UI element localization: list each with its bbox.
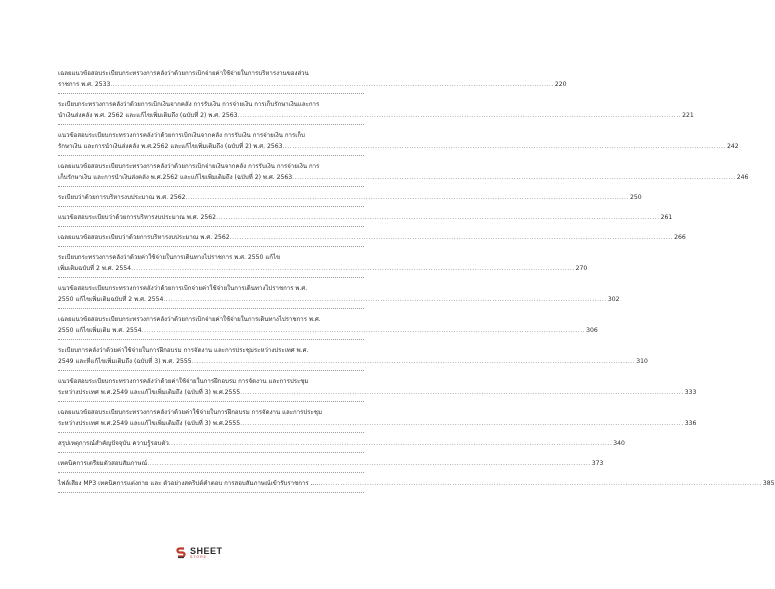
toc-page-number: 220 [554,81,567,88]
toc-leader-dots [147,458,591,469]
table-of-contents [58,66,775,496]
toc-entry-line [58,325,598,336]
toc-entry-text: แนวข้อสอบระเบียบกระทรวงการคลังว่าด้วยค่าใช้จ่ายในการฝึกอบรม การจัดงาน และการประชุม [58,378,309,385]
toc-leader-dots [292,172,736,183]
toc-leader-dots [318,478,762,489]
toc-entry-line [58,172,749,183]
toc-entry-text: ระเบียบกระทรวงการคลังว่าด้วยการเบิกเงินจากคลัง การรับเงิน การจ่ายเงิน การเก็บรักษาเงินและการ [58,101,320,108]
toc-entry-text: 2550 แก้ไขเพิ่มเติมฉบับที่ 2 พ.ศ. 2554 [58,296,164,303]
toc-entry [58,456,604,473]
toc-entry [58,66,567,94]
toc-leader-dots [169,438,613,449]
toc-page-number: 246 [736,174,749,181]
toc-entry-text: แนวข้อสอบระเบียบว่าด้วยการบริหารงบประมาณ พ.ศ. 2562 [58,214,217,221]
toc-entry-line [58,314,364,325]
toc-leader-dots [131,263,575,274]
toc-entry [58,312,598,340]
toc-entry-text: 2550 แก้ไขเพิ่มเติม พ.ศ. 2554 [58,327,142,334]
toc-entry-line [58,252,364,263]
toc-entry [58,230,686,247]
toc-page-number: 340 [613,440,625,447]
toc-entry-line [58,161,364,172]
toc-entry-text: แนวข้อสอบระเบียบกระทรวงการคลังว่าด้วยการเบิกเงินจากคลัง การรับเงิน การจ่ายเงิน การเก็บ [58,132,305,139]
toc-entry-text: ระหว่างประเทศ พ.ศ.2549 และแก้ไขเพิ่มเติมถึง (ฉบับที่ 3) พ.ศ.2555 [58,420,241,427]
toc-entry-line [58,294,620,305]
toc-entry-text: เทคนิคการเตรียมตัวสอบสัมภาษณ์ [58,460,148,467]
toc-entry-text: เฉลยแนวข้อสอบระเบียบกระทรวงการคลังว่าด้วยค่าใช้จ่ายในการฝึกอบรม การจัดงาน และการประชุม [58,409,322,416]
toc-entry-line [58,458,604,469]
toc-entry-line [58,99,364,110]
toc-entry [58,159,749,187]
toc-entry-line [58,232,686,243]
toc-entry-line [58,263,588,274]
toc-page-number: 242 [727,143,739,150]
toc-entry-line [58,192,642,203]
toc-entry-text: เพิ่มเติมฉบับที่ 2 พ.ศ. 2554 [58,265,132,272]
toc-page-number: 385 [762,480,775,487]
brand-name: SHEET [190,545,223,556]
toc-page-number: 333 [684,389,697,396]
toc-entry-text: แนวข้อสอบระเบียบกระทรวงการคลังว่าด้วยการเบิกจ่ายค่าใช้จ่ายในการเดินทางไปราชการ พ.ศ. [58,285,308,292]
toc-entry [58,128,739,156]
toc-page-number: 310 [636,358,648,365]
toc-entry-line [58,478,775,489]
toc-entry [58,405,697,433]
toc-entry-line [58,387,697,398]
toc-entry-line [58,407,364,418]
toc-entry-line [58,212,673,223]
toc-leader-dots [163,294,607,305]
toc-entry [58,436,625,453]
toc-entry-text: เฉลยแนวข้อสอบระเบียบกระทรวงการคลังว่าด้วยการเบิกจ่ายค่าใช้จ่ายในการบริหารงานของส่วน [58,70,309,77]
toc-entry-line [58,141,739,152]
toc-entry-text: ระเบียบการคลังว่าด้วยค่าใช้จ่ายในการฝึกอบรม การจัดงาน และการประชุมระหว่างประเทศ พ.ศ. [58,347,309,354]
toc-entry-line [58,79,567,90]
toc-page-number: 373 [591,460,604,467]
toc-entry-line [58,356,648,367]
toc-leader-dots [142,325,586,336]
toc-leader-dots [240,418,684,429]
toc-entry [58,250,588,278]
toc-leader-dots [230,232,674,243]
toc-entry-line [58,345,364,356]
sheet-store-s-logo-icon [175,546,187,560]
toc-entry-text: นำเงินส่งคลัง พ.ศ. 2562 และแก้ไขเพิ่มเติมถึง (ฉบับที่ 2) พ.ศ. 2563 [58,112,238,119]
toc-entry-line [58,130,364,141]
toc-leader-dots [238,110,682,121]
toc-entry [58,97,694,125]
toc-leader-dots [185,192,629,203]
toc-entry [58,210,673,227]
toc-entry-text: ระเบียบว่าด้วยการบริหารงบประมาณ พ.ศ. 2562 [58,194,186,201]
toc-entry-line [58,418,697,429]
toc-entry-text: ระเบียบกระทรวงการคลังว่าด้วยค่าใช้จ่ายในการเดินทางไปราชการ พ.ศ. 2550 แก้ไข [58,254,281,261]
toc-page-number: 306 [586,327,598,334]
toc-entry-text: เฉลยแนวข้อสอบระเบียบกระทรวงการคลังว่าด้วยการเบิกจ่ายเงินจากคลัง การรับเงิน การจ่ายเงิน การ [58,163,320,170]
toc-page-number: 250 [630,194,642,201]
footer-logo [175,546,223,560]
toc-entry [58,190,642,207]
toc-entry-text: ราชการ พ.ศ. 2533 [58,81,111,88]
toc-page-number: 270 [575,265,588,272]
toc-entry [58,476,775,493]
toc-entry-text: 2549 และที่แก้ไขเพิ่มเติมถึง (ฉบับที่ 3) พ.ศ. 2555 [58,358,192,365]
toc-entry-line [58,110,694,121]
toc-entry [58,343,648,371]
toc-entry [58,374,697,402]
toc-page-number: 266 [674,234,686,241]
toc-page-number: 261 [660,214,673,221]
toc-leader-dots [216,212,660,223]
toc-entry-text: เฉลยแนวข้อสอบระเบียบกระทรวงการคลังว่าด้วยการเบิกจ่ายค่าใช้จ่ายในการเดินทางไปราชการ พ.ศ. [58,316,321,323]
toc-entry-text: สรุปเหตุการณ์สำคัญปัจจุบัน ความรู้รอบตัว [58,440,169,447]
brand-subtitle: STORE [190,554,207,559]
toc-leader-dots [283,141,727,152]
toc-entry-text: เก็บรักษาเงิน และการนำเงินส่งคลัง พ.ศ.2562 และแก้ไขเพิ่มเติมถึง (ฉบับที่ 2) พ.ศ. 2563 [58,174,293,181]
toc-entry-line [58,438,625,449]
toc-entry-line [58,283,364,294]
toc-page-number: 221 [682,112,694,119]
toc-entry-text: รักษาเงิน และการนำเงินส่งคลัง พ.ศ.2562 และแก้ไขเพิ่มเติมถึง (ฉบับที่ 2) พ.ศ. 2563 [58,143,283,150]
toc-entry-line [58,376,364,387]
toc-leader-dots [192,356,636,367]
toc-entry-text: เฉลยแนวข้อสอบระเบียบว่าด้วยการบริหารงบประมาณ พ.ศ. 2562 [58,234,230,241]
toc-leader-dots [240,387,684,398]
toc-entry-text: ระหว่างประเทศ พ.ศ.2549 และแก้ไขเพิ่มเติมถึง (ฉบับที่ 3) พ.ศ.2555 [58,389,241,396]
toc-page-number: 302 [607,296,620,303]
toc-entry-line [58,68,364,79]
toc-entry-text: ไฟล์เสียง MP3 เทคนิคการแต่งกาย และ ตัวอย่างสคริปต์คำตอบ การสอบสัมภาษณ์เข้ารับราชการ .... [58,480,319,487]
toc-entry [58,281,620,309]
toc-page-number: 336 [684,420,697,427]
toc-leader-dots [110,79,554,90]
